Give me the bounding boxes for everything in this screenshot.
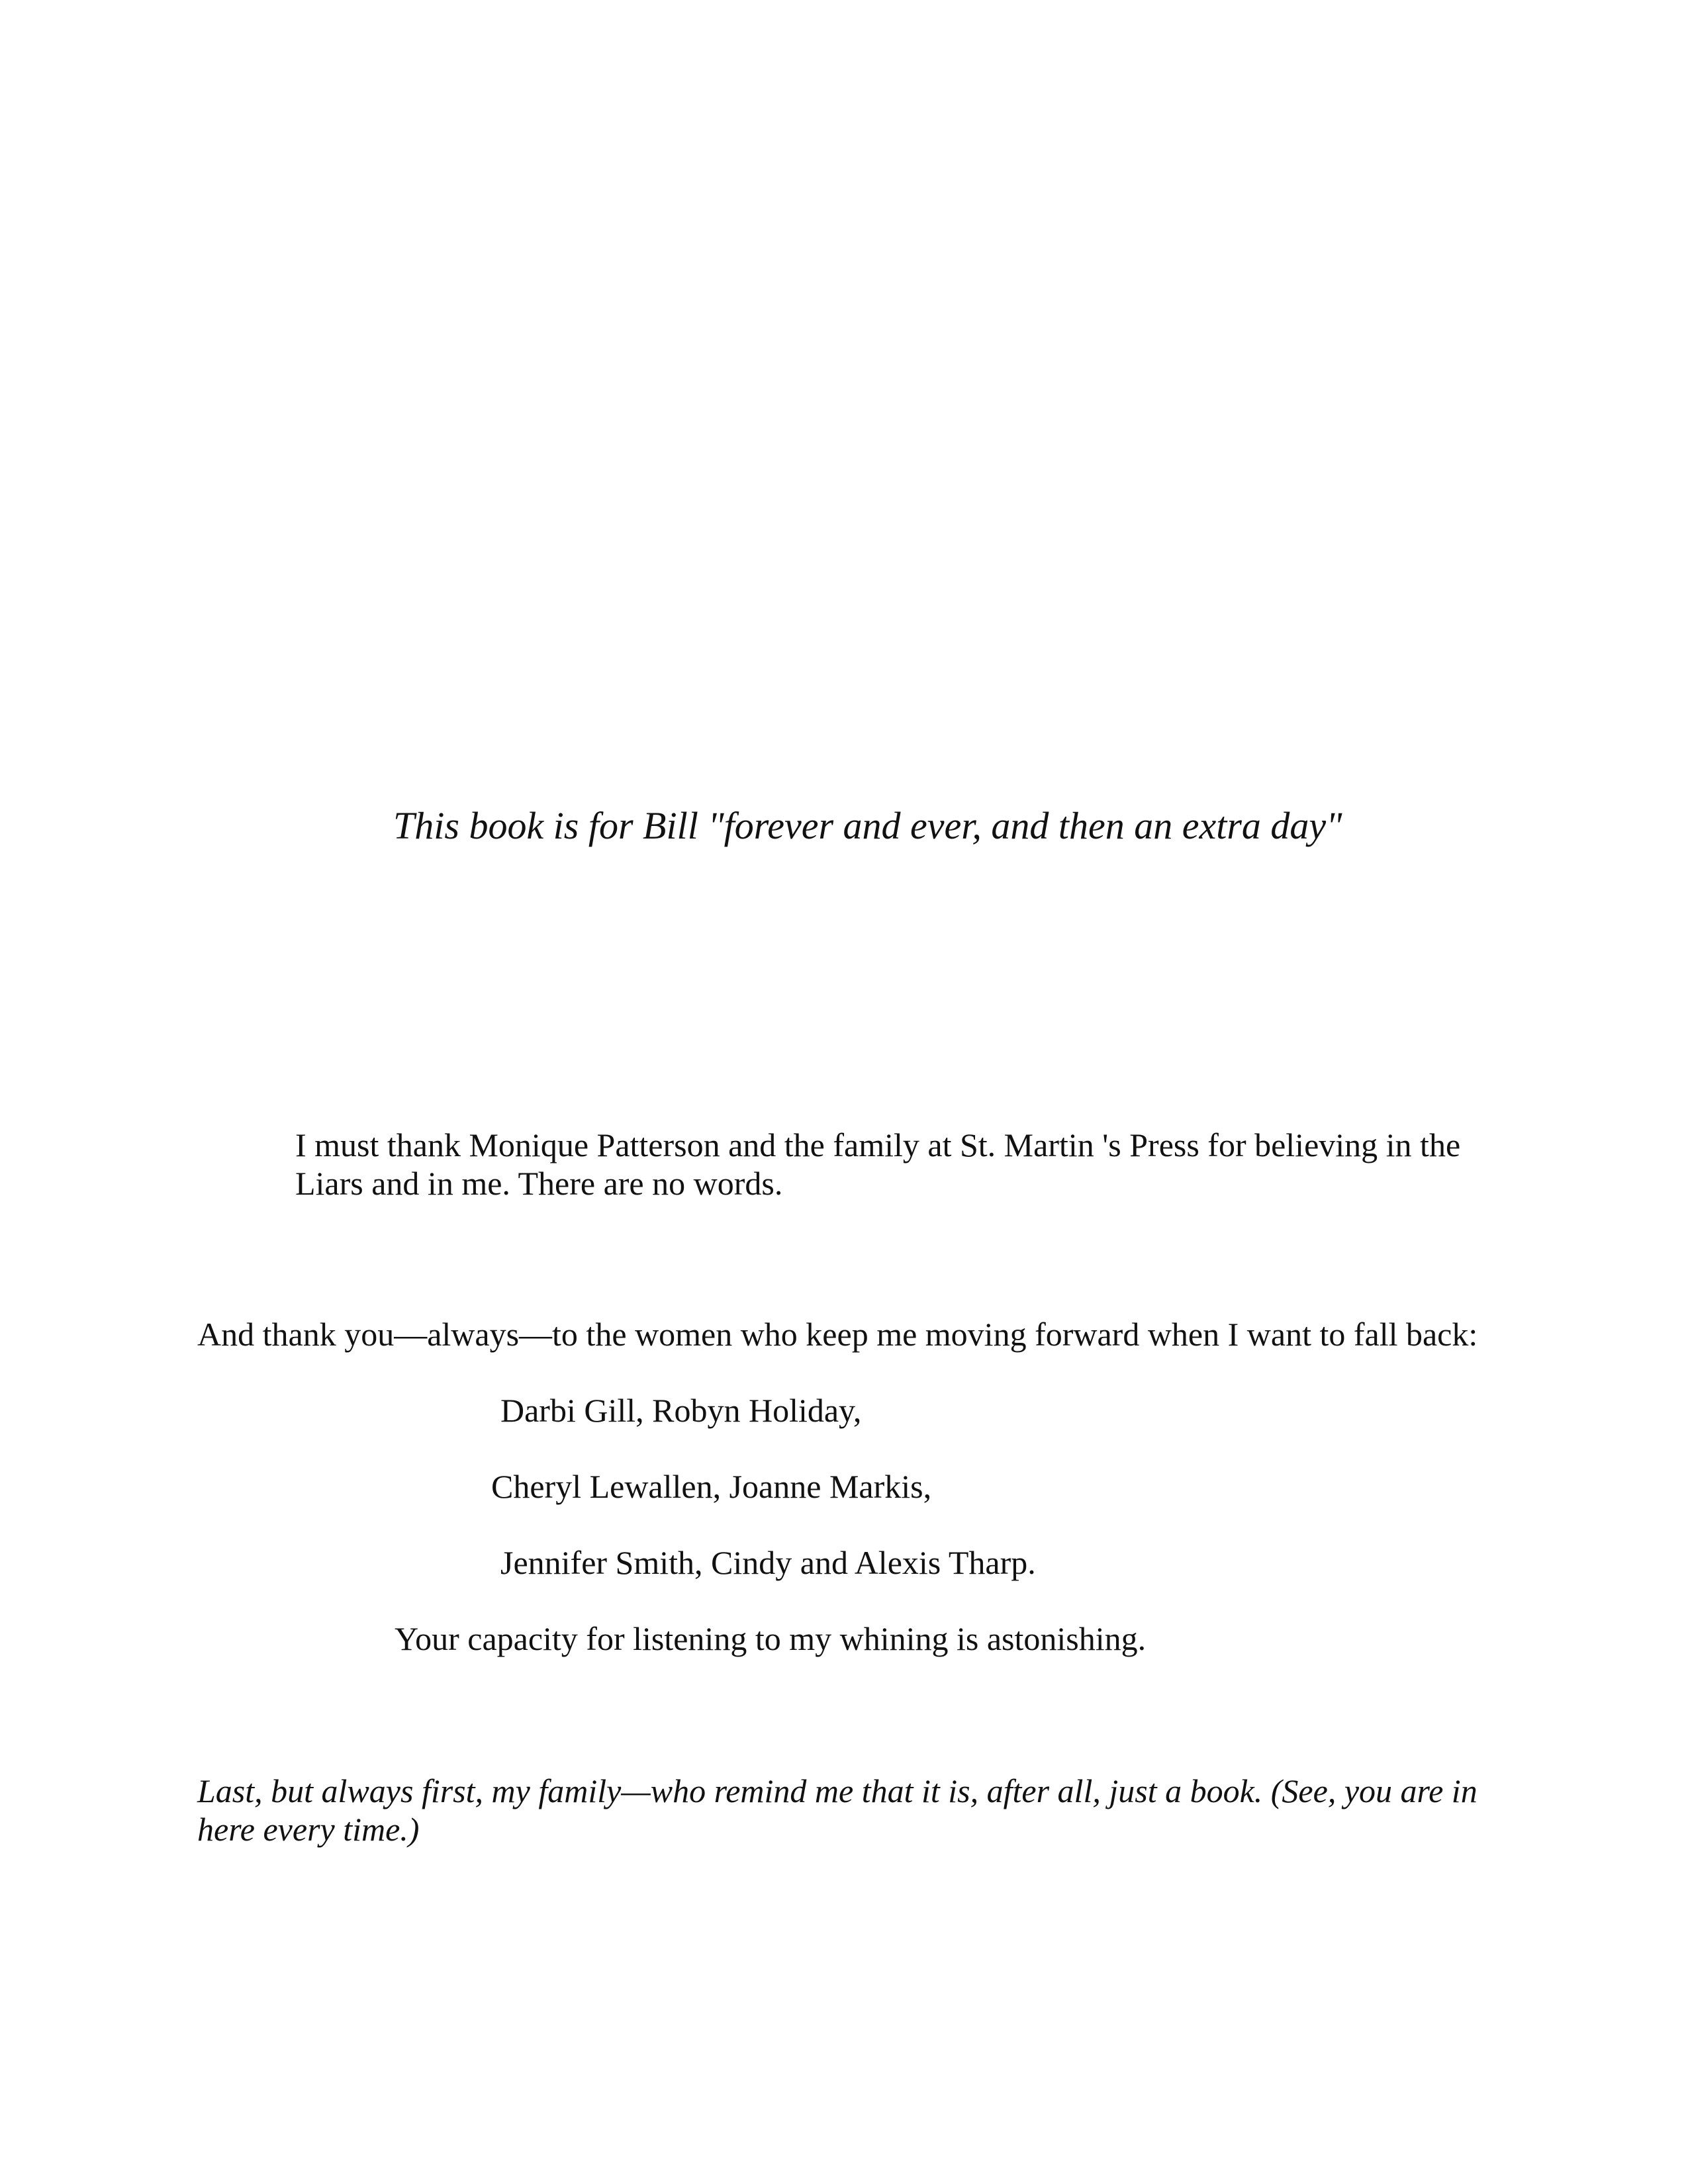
family-thanks-line: Last, but always first, my family—who remind me that it is, after all, just a book. (See, you are in	[197, 1772, 1477, 1809]
women-thanks-intro: And thank you—always—to the women who keep me moving forward when I want to fall back:	[197, 1316, 1478, 1353]
publisher-thanks-line: I must thank Monique Patterson and the family at St. Martin 's Press for believing in the	[295, 1126, 1461, 1163]
names-line: Darbi Gill, Robyn Holiday,	[500, 1392, 862, 1429]
names-line: Jennifer Smith, Cindy and Alexis Tharp.	[500, 1544, 1036, 1581]
dedication-text: This book is for Bill "forever and ever, and then an extra day"	[393, 804, 1342, 847]
publisher-thanks-line: Liars and in me. There are no words.	[295, 1165, 783, 1202]
names-line: Cheryl Lewallen, Joanne Markis,	[491, 1468, 932, 1505]
family-thanks-line: here every time.)	[197, 1811, 420, 1848]
capacity-line: Your capacity for listening to my whining is astonishing.	[395, 1620, 1147, 1657]
